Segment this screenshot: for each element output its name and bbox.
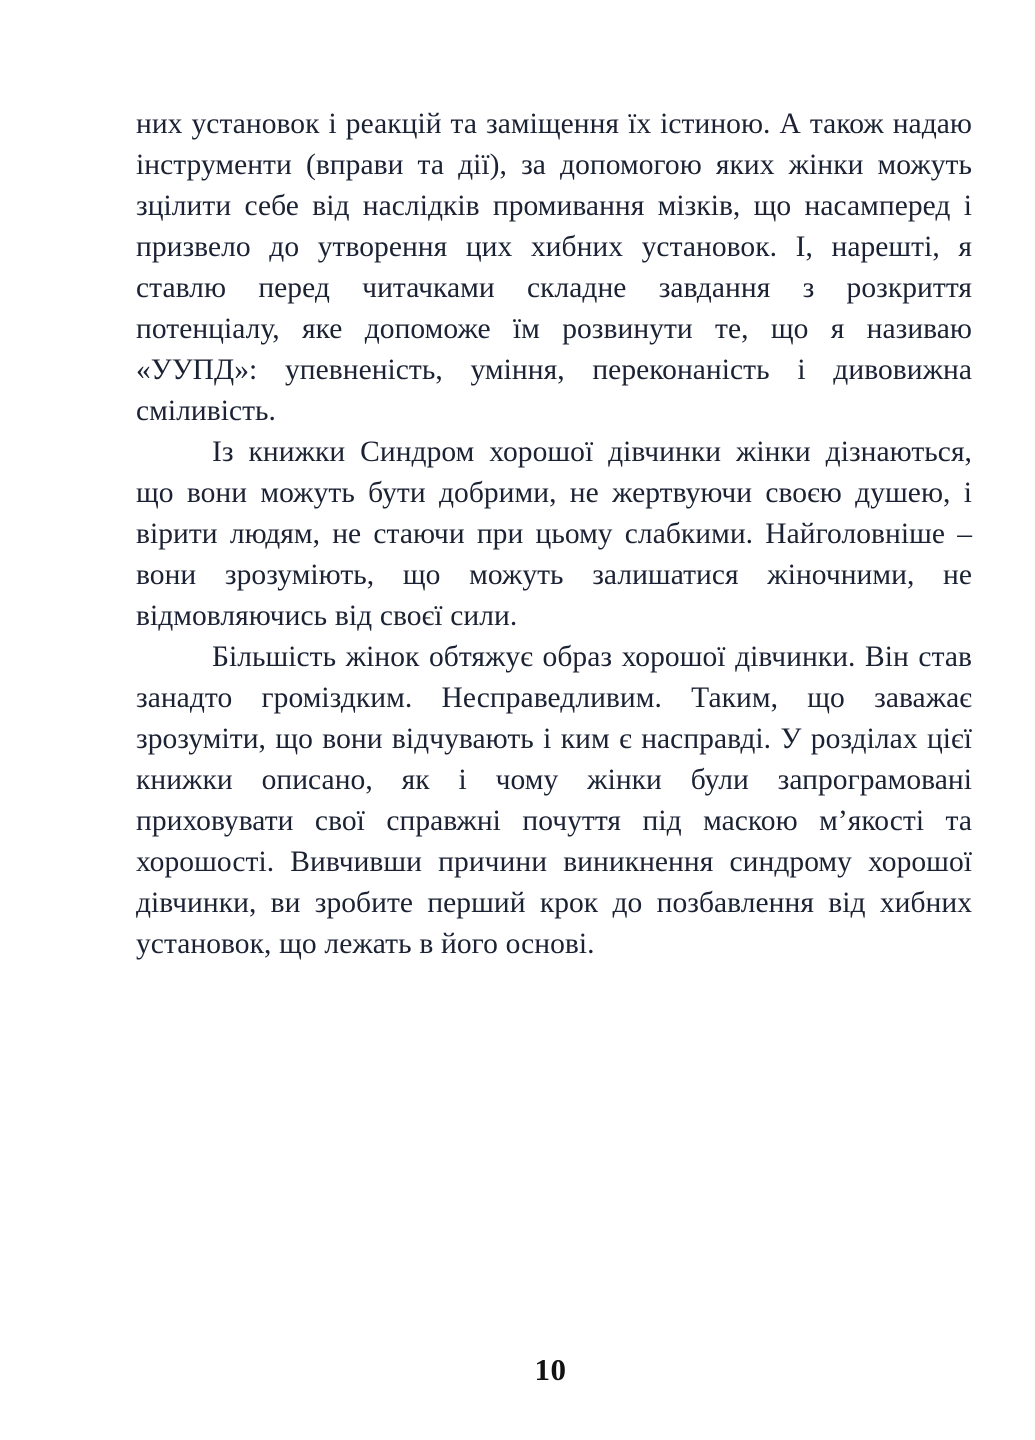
page-text-block: [136, 104, 972, 965]
paragraph-2: Із книжки Синдром хорошої дівчинки жінки дізнаються, що вони можуть бути добрими, не жертвуючи своєю душею, і вірити людям, не стаючи при цьому слабкими. Найголовніше – вони зрозуміють, що можуть залишатися жіночними, не відмовляючись від своєї сили.: [136, 436, 972, 632]
page-number: 10: [534, 1352, 567, 1387]
paragraph-1: них установок і реакцій та заміщення їх істиною. А також надаю інструменти (вправи та дії), за допомогою яких жінки можуть зцілити себе від наслідків промивання мізків, що насамперед і призвело до утворення цих хибних установок. І, нарешті, я ставлю перед читачками складне завдання з розкриття потенціалу, яке допоможе їм розвинути те, що я називаю «УУПД»: упевненість, уміння, переконаність і дивовижна сміливість.: [136, 108, 972, 427]
paragraph-3: Більшість жінок обтяжує образ хорошої дівчинки. Він став занадто громіздким. Несправедливим. Таким, що заважає зрозуміти, що вони відчувають і ким є насправді. У розділах цієї книжки описано, як і чому жінки були запрограмовані приховувати свої справжні почуття під маскою м’якості та хорошості. Вивчивши причини виникнення синдрому хорошої дівчинки, ви зробите перший крок до позбавлення від хибних установок, що лежать в його основі.: [136, 641, 972, 960]
